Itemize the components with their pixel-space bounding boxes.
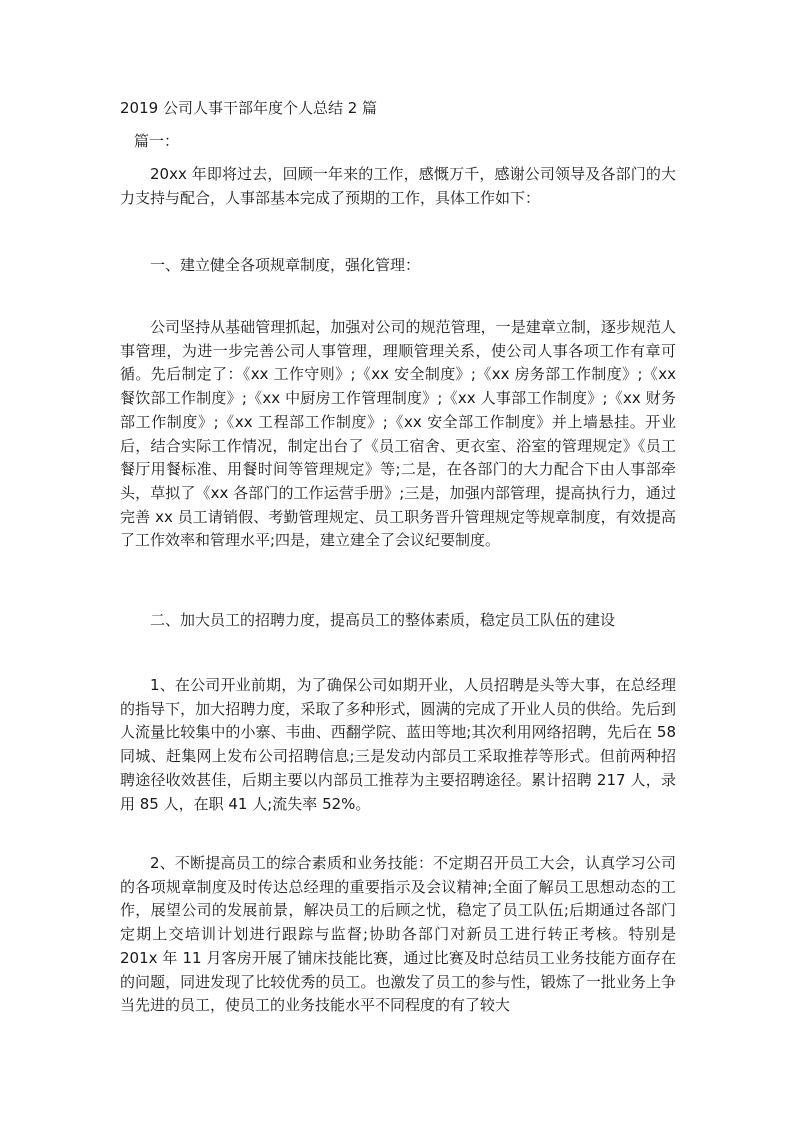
paragraph-3: 2、不断提高员工的综合素质和业务技能：不定期召开员工大会，认真学习公司的各项规章制度及时传达总经理的重要指示及会议精神;全面了解员工思想动态的工作，展望公司的发展前景，解决员工的后顾之忧，稳定了员工队伍;后期通过各部门定期上交培训计划进行跟踪与监督;协助各部门对新员工进行转正考核。特别是 201x 年 11 月客房开展了铺床技能比赛，通过比赛及时总结员工业务技能方面存在的问题，同进发现了比较优秀的员工。也激发了员工的参与性，锻炼了一批业务上争当先进的员工，使员工的业务技能水平不同程度的有了较大 (120, 854, 676, 1015)
paragraph-2: 1、在公司开业前期，为了确保公司如期开业，人员招聘是头等大事，在总经理的指导下，加大招聘力度，采取了多种形式，圆满的完成了开业人员的供给。先后到人流量比较集中的小寨、韦曲、西翻学院、蓝田等地;其次利用网络招聘，先后在 58 同城、赶集网上发布公司招聘信息;三是发动内部员工采取推荐等形式。但前两种招聘途径收效甚佳，后期主要以内部员工推荐为主要招聘途径。累计招聘 217 人，录用 85 人，在职 41 人;流失率 52%。 (120, 676, 676, 813)
section-label: 篇一： (134, 132, 180, 150)
intro-paragraph: 20xx 年即将过去，回顾一年来的工作，感慨万千，感谢公司领导及各部门的大力支持与配合，人事部基本完成了预期的工作，具体工作如下： (120, 165, 676, 207)
section-heading-2: 二、加大员工的招聘力度，提高员工的整体素质，稳定员工队伍的建设 (150, 611, 616, 629)
document-title: 2019 公司人事干部年度个人总结 2 篇 (120, 99, 378, 117)
section-heading-1: 一、建立健全各项规章制度，强化管理： (150, 256, 421, 274)
paragraph-1: 公司坚持从基础管理抓起，加强对公司的规范管理，一是建章立制，逐步规范人事管理，为进一步完善公司人事管理，理顺管理关系，使公司人事各项工作有章可循。先后制定了：《xx 工作守则》;《xx 安全制度》;《xx 房务部工作制度》;《xx 餐饮部工作制度》;《xx 中厨房工作管理制度》;《xx 人事部工作制度》;《xx 财务部工作制度》;《xx 工程部工作制度》;《xx 安全部工作制度》并上墙悬挂。开业后，结合实际工作情况，制定出台了《员工宿舍、更衣室、浴室的管理规定》《员工餐厅用餐标准、用餐时间等管理规定》等;二是，在各部门的大力配合下由人事部牵头，草拟了《xx 各部门的工作运营手册》;三是，加强内部管理，提高执行力，通过完善 xx 员工请销假、考勤管理规定、员工职务晋升管理规定等规章制度，有效提高了工作效率和管理水平;四是，建立建全了会议纪要制度。 (120, 318, 676, 550)
